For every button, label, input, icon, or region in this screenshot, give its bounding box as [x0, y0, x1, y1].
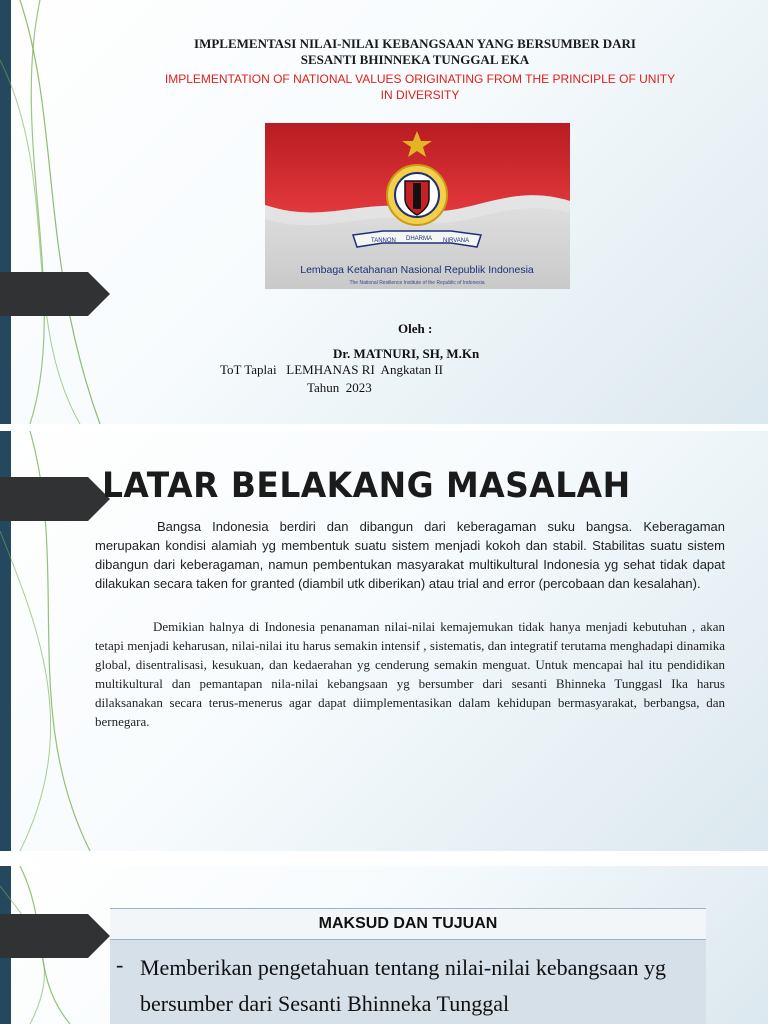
logo-motto-mid: DHARMA — [406, 236, 433, 242]
bullet-marker: - — [116, 952, 124, 977]
author-name: Dr. MATNURI, SH, M.Kn — [333, 346, 480, 361]
bullet-text: Memberikan pengetahuan tentang nilai-nilai kebangsaan yg bersumber dari Sesanti Bhinneka Tunggal — [140, 955, 666, 1016]
body-paragraph-1: Bangsa Indonesia berdiri dan dibangun dari keberagaman suku bangsa. Keberagaman merupakan kondisi alamiah yg membentuk suatu sistem menjadi kokoh dan stabil. Stabilitas suatu sistem dibangun dari keberagaman, namun pembentukan masyarakat multikultural Indonesia yg sehat tidak dapat dilakukan secara taken for granted (diambil utk diberikan) atau trial and error (percobaan dan kesalahan). — [95, 519, 725, 591]
program-name: ToT Taplai LEMHANAS RI Angkatan II — [220, 362, 444, 377]
page-subtitle — [150, 71, 690, 103]
title-line-2: SESANTI BHINNEKA TUNGGAL EKA — [300, 52, 530, 67]
year-label: Tahun 2023 — [307, 380, 372, 395]
slide-title — [0, 0, 768, 424]
logo-banner-text: Lembaga Ketahanan Nasional Republik Indonesia — [300, 264, 534, 276]
page-title — [120, 36, 710, 68]
slide-background — [0, 431, 768, 851]
section-heading: LATAR BELAKANG MASALAH — [102, 466, 631, 506]
logo-motto-right: NIRVANA — [443, 238, 470, 244]
logo-motto-left: TANNON — [371, 238, 396, 244]
title-line-1: IMPLEMENTASI NILAI-NILAI KEBANGSAAN YANG BERSUMBER DARI — [194, 36, 636, 51]
body-paragraph-2: Demikian halnya di Indonesia penanaman nilai-nilai kemajemukan tidak hanya menjadi kebutuhan , akan tetapi menjadi keharusan, nilai-nilai itu harus semakin intensif , sistematis, dan integratif terutama menghadapi dinamika global, disentralisasi, kesukuan, dan kedaerahan yg cenderung semakin menguat. Untuk mencapai hal itu pendidikan multikultural dan pemantapan nila-nilai kebangsaan yg bersumber dari sesanti Bhinneka Tunggasl Ika harus dilaksanakan secara terus-menerus agar dapat diimplementasikan dalam kehidupan bermasyarakat, berbangsa, dan bernegara. — [95, 619, 725, 729]
decorative-lines — [0, 0, 120, 424]
logo-banner-subtext: The National Resilience Institute of the Republic of Indonesia — [349, 280, 485, 286]
byline-label: Oleh : — [398, 321, 433, 336]
section-heading: MAKSUD DAN TUJUAN — [110, 908, 706, 940]
slide-objectives — [0, 866, 768, 1024]
lemhannas-logo-image — [265, 123, 570, 289]
arrow-tab — [0, 272, 110, 316]
subtitle-line-1: IMPLEMENTATION OF NATIONAL VALUES ORIGINATING FROM THE PRINCIPLE OF UNITY — [164, 72, 676, 86]
arrow-tab — [0, 914, 110, 958]
arrow-tab — [0, 477, 110, 521]
subtitle-line-2: IN DIVERSITY — [380, 88, 460, 102]
